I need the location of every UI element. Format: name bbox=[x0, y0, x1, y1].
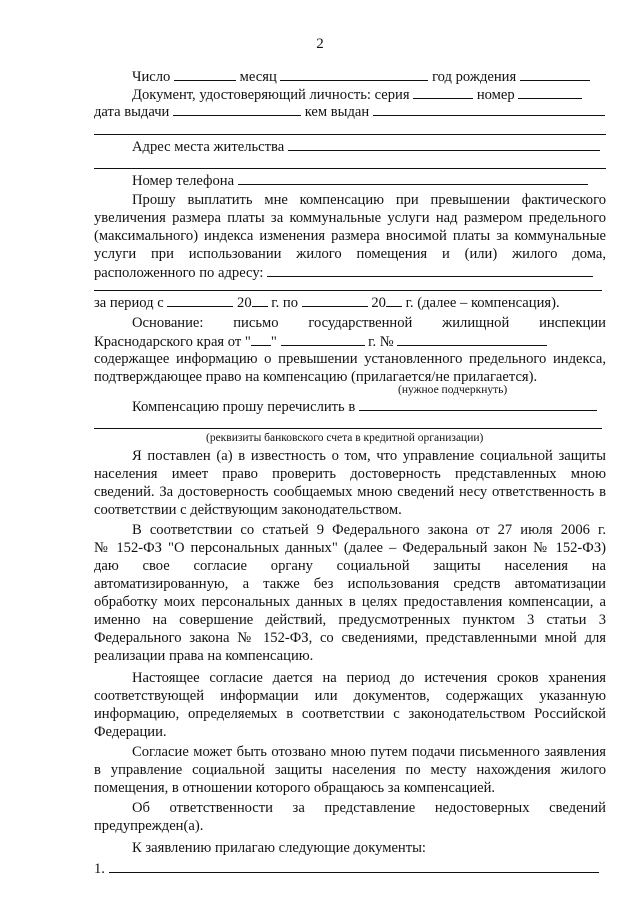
birth-day-label: Число bbox=[132, 69, 171, 85]
notice-line-4: соответствии с действующим законодательством. bbox=[94, 502, 402, 518]
basis-line-2 bbox=[94, 333, 606, 351]
request-line-4: услуги при использовании жилого помещения и (или) жилого дома, bbox=[94, 246, 606, 262]
phone-row bbox=[132, 172, 606, 190]
id-document-label: Документ, удостоверяющий личность: серия bbox=[132, 87, 410, 103]
consent-line-8: реализации права на компенсацию. bbox=[94, 648, 314, 664]
consent-period-line-2: соответствующей информации или документов, содержащих указанную bbox=[94, 688, 606, 704]
bank-details-line[interactable] bbox=[94, 428, 602, 429]
issue-date-label: дата выдачи bbox=[94, 104, 170, 120]
attachment-item-1-field[interactable] bbox=[109, 860, 599, 873]
period-row bbox=[94, 294, 606, 312]
notice-line-3: сведений. За достоверность сообщаемых мною сведений несу ответственность в bbox=[94, 484, 606, 500]
id-number-field[interactable] bbox=[518, 86, 582, 99]
property-address-field[interactable] bbox=[267, 264, 593, 277]
responsibility-line-2: предупрежден(а). bbox=[94, 818, 204, 834]
request-address-row bbox=[94, 264, 606, 282]
consent-line-2: № 152-ФЗ "О персональных данных" (далее – Федеральный закон № 152-ФЗ) bbox=[94, 540, 606, 556]
period-to: г. по bbox=[271, 295, 299, 311]
issued-by-field[interactable] bbox=[373, 103, 605, 116]
notice-line-1: Я поставлен (а) в известность о том, что управление социальной защиты bbox=[132, 448, 606, 464]
transfer-field[interactable] bbox=[359, 398, 597, 411]
bank-details-note: (реквизиты банковского счета в кредитной организации) bbox=[206, 432, 484, 444]
issued-by-label: кем выдан bbox=[304, 104, 370, 120]
address-row bbox=[132, 138, 606, 156]
consent-line-6: именно на совершение действий, предусмотренных пунктом 3 статьи 3 bbox=[94, 612, 606, 628]
period-start-year-field[interactable] bbox=[252, 294, 268, 307]
property-address-continuation-line[interactable] bbox=[94, 290, 602, 291]
basis-day-field[interactable] bbox=[251, 333, 271, 346]
period-end-year-field[interactable] bbox=[386, 294, 402, 307]
consent-period-line-3: информацию, определяемых в соответствии с законодательством Российской bbox=[94, 706, 606, 722]
basis-number-label: г. № bbox=[368, 334, 394, 350]
birth-month-field[interactable] bbox=[280, 68, 428, 81]
consent-line-3: даю свое согласие органу социальной защиты населения на bbox=[94, 558, 606, 574]
birth-year-field[interactable] bbox=[520, 68, 590, 81]
attachments-intro: К заявлению прилагаю следующие документы: bbox=[132, 840, 426, 856]
request-line-1: Прошу выплатить мне компенсацию при превышении фактического bbox=[132, 192, 606, 208]
period-end-field[interactable] bbox=[302, 294, 368, 307]
birth-date-row bbox=[132, 68, 606, 86]
id-series-field[interactable] bbox=[413, 86, 473, 99]
basis-line-3: содержащее информацию о превышении установленного предельного индекса, bbox=[94, 351, 606, 367]
issued-by-continuation-line[interactable] bbox=[94, 134, 606, 135]
period-suffix: г. (далее – компенсация). bbox=[405, 295, 560, 311]
birth-month-label: месяц bbox=[239, 69, 277, 85]
address-field[interactable] bbox=[288, 138, 600, 151]
notice-line-2: населения имеет право проверить достоверность представленных мною bbox=[94, 466, 606, 482]
basis-line-1: Основание: письмо государственной жилищной инспекции bbox=[132, 315, 606, 331]
page-number: 2 bbox=[316, 36, 324, 52]
address-continuation-line[interactable] bbox=[94, 168, 606, 169]
revocation-line-1: Согласие может быть отозвано мною путем подачи письменного заявления bbox=[132, 744, 606, 760]
attachment-item-1-number: 1. bbox=[94, 861, 105, 877]
id-document-row bbox=[132, 86, 606, 104]
consent-line-1: В соответствии со статьей 9 Федерального закона от 27 июля 2006 г. bbox=[132, 522, 606, 538]
id-number-label: номер bbox=[476, 87, 515, 103]
basis-date-prefix: Краснодарского края от " bbox=[94, 334, 251, 350]
consent-line-4: автоматизированную, а также без использования средств автоматизации bbox=[94, 576, 606, 592]
transfer-label: Компенсацию прошу перечислить в bbox=[132, 399, 356, 415]
consent-line-5: обработку моих персональных данных в целях предоставления компенсации, а bbox=[94, 594, 606, 610]
request-line-3: (максимального) индекса изменения размера вносимой платы за коммунальные bbox=[94, 228, 606, 244]
issue-date-field[interactable] bbox=[173, 103, 301, 116]
birth-day-field[interactable] bbox=[174, 68, 236, 81]
period-start-field[interactable] bbox=[167, 294, 233, 307]
phone-field[interactable] bbox=[238, 172, 588, 185]
basis-month-field[interactable] bbox=[281, 333, 365, 346]
basis-date-quote: " bbox=[270, 334, 277, 350]
underline-note: (нужное подчеркнуть) bbox=[398, 384, 508, 396]
responsibility-line-1: Об ответственности за представление недостоверных сведений bbox=[132, 800, 606, 816]
consent-line-7: Федерального закона № 152-ФЗ, со сведениями, представленными мной для bbox=[94, 630, 606, 646]
period-prefix: за период с bbox=[94, 295, 164, 311]
attachment-item-1 bbox=[94, 860, 606, 878]
basis-line-4: подтверждающее право на компенсацию (прилагается/не прилагается). bbox=[94, 369, 538, 385]
address-label: Адрес места жительства bbox=[132, 139, 285, 155]
consent-period-line-4: Федерации. bbox=[94, 724, 167, 740]
request-address-label: расположенного по адресу: bbox=[94, 265, 264, 281]
transfer-row bbox=[132, 398, 606, 416]
period-year2: 20 bbox=[371, 295, 386, 311]
revocation-line-2: в управление социальной защиты населения по месту нахождения жилого bbox=[94, 762, 606, 778]
period-year1: 20 bbox=[237, 295, 252, 311]
request-line-2: увеличения размера платы за коммунальные услуги над размером предельного bbox=[94, 210, 606, 226]
revocation-line-3: помещения, в отношении которого обращаюсь за компенсацией. bbox=[94, 780, 496, 796]
phone-label: Номер телефона bbox=[132, 173, 235, 189]
issue-row bbox=[94, 103, 606, 121]
basis-number-field[interactable] bbox=[397, 333, 547, 346]
birth-year-label: год рождения bbox=[432, 69, 517, 85]
consent-period-line-1: Настоящее согласие дается на период до истечения сроков хранения bbox=[132, 670, 606, 686]
